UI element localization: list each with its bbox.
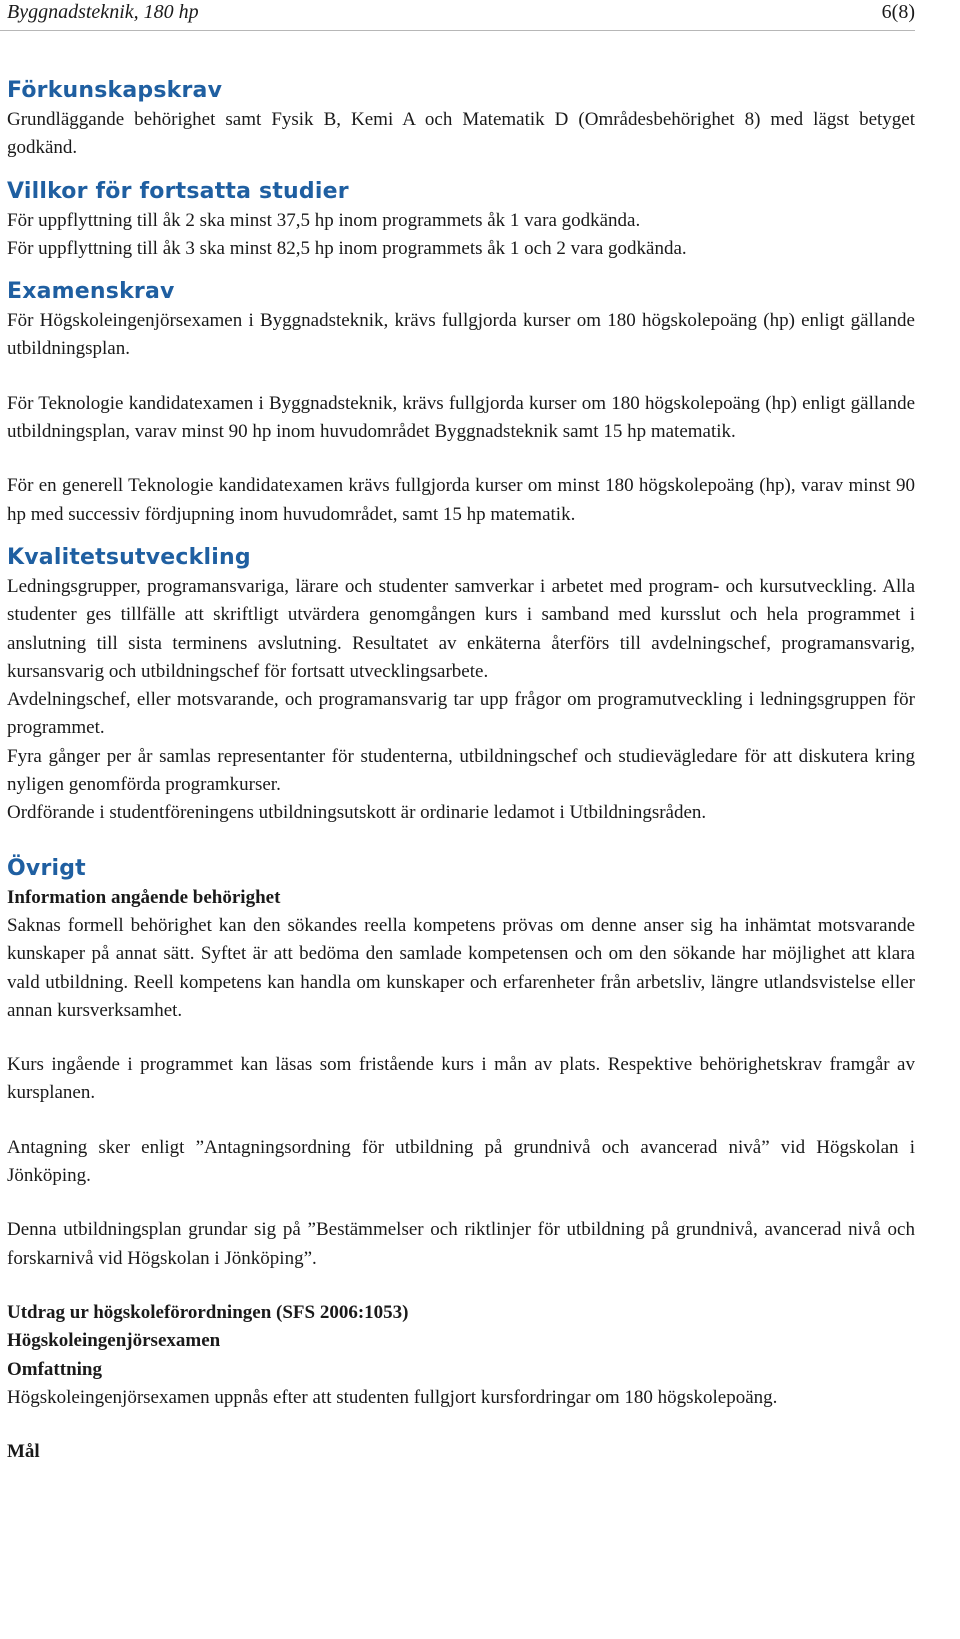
heading-examenskrav: Examenskrav xyxy=(7,279,175,305)
heading-ovrigt: Övrigt xyxy=(7,855,86,881)
ovrigt-paragraph-2: Kurs ingående i programmet kan läsas som fristående kurs i mån av plats. Respektive behörighetskrav framgår av kursplanen. xyxy=(7,1054,915,1104)
heading-forkunskapskrav: Förkunskapskrav xyxy=(7,78,223,103)
heading-villkor: Villkor för fortsatta studier xyxy=(7,178,349,204)
utdrag-title: Utdrag ur högskoleförordningen (SFS 2006:1053) xyxy=(7,1301,409,1323)
ovrigt-paragraph-3: Antagning sker enligt ”Antagningsordning för utbildning på grundnivå och avancerad nivå” vid Högskolan i Jönköping. xyxy=(7,1136,915,1187)
villkor-line-1: För uppflyttning till åk 2 ska minst 37,5 hp inom programmets åk 1 vara godkända. xyxy=(7,209,641,231)
kvalitet-paragraph-4: Ordförande i studentföreningens utbildningsutskott är ordinarie ledamot i Utbildningsråden. xyxy=(7,802,707,824)
utdrag-examen: Högskoleingenjörsexamen xyxy=(7,1330,221,1352)
ovrigt-subheading: Information angående behörighet xyxy=(7,886,281,908)
utdrag-text: Högskoleingenjörsexamen uppnås efter att studenten fullgjort kursfordringar om 180 högskolepoäng. xyxy=(7,1386,778,1408)
villkor-line-2: För uppflyttning till åk 3 ska minst 82,5 hp inom programmets åk 1 och 2 vara godkända. xyxy=(7,237,687,259)
forkunskapskrav-text: Grundläggande behörighet samt Fysik B, Kemi A och Matematik D (Områdesbehörighet 8) med lägst betyget godkänd. xyxy=(7,109,915,159)
document-title: Byggnadsteknik, 180 hp xyxy=(7,1,199,23)
document-body xyxy=(7,76,915,1466)
ovrigt-paragraph-4: Denna utbildningsplan grundar sig på ”Bestämmelser och riktlinjer för utbildning på grundnivå, avancerad nivå och forskarnivå vid Högskolan i Jönköping”. xyxy=(7,1219,915,1269)
kvalitet-paragraph-2: Avdelningschef, eller motsvarande, och programansvarig tar upp frågor om programutveckling i ledningsgruppen för programmet. xyxy=(7,689,915,739)
heading-kvalitetsutveckling: Kvalitetsutveckling xyxy=(7,544,251,570)
header-rule xyxy=(0,30,915,31)
ovrigt-paragraph-1: Saknas formell behörighet kan den sökandes reella kompetens prövas om denne anser sig ha inhämtat motsvarande kunskaper på annat sätt. Syftet är att bedöma den samlade kompetensen och om den sökande har möjlighet att klara vald utbildning. Reell kompetens kan handla om kunskaper och erfarenheter från arbetsliv, längre utlandsvistelse eller annan kursverksamhet. xyxy=(7,914,915,1021)
utdrag-omfattning: Omfattning xyxy=(7,1358,102,1380)
kvalitet-paragraph-1: Ledningsgrupper, programansvariga, lärare och studenter samverkar i arbetet med program- och kursutveckling. Alla studenter ges tillfälle att skriftligt utvärdera genomgången kurs i samband med kursslut och hela programmet i anslutning till sista terminens avslutning. Resultatet av enkäterna återförs till avdelningschef, programansvarig, kursansvarig och utbildningschef för fortsatt utvecklingsarbete. xyxy=(7,575,915,682)
examenskrav-paragraph-1: För Högskoleingenjörsexamen i Byggnadsteknik, krävs fullgjorda kurser om 180 högskolepoäng (hp) enligt gällande utbildningsplan. xyxy=(7,310,915,360)
examenskrav-paragraph-2: För Teknologie kandidatexamen i Byggnadsteknik, krävs fullgjorda kurser om 180 högskolepoäng (hp) enligt gällande utbildningsplan, varav minst 90 hp inom huvudområdet Byggnadsteknik samt 15 hp matematik. xyxy=(7,392,915,443)
kvalitet-paragraph-3: Fyra gånger per år samlas representanter för studenterna, utbildningschef och studievägledare för att diskutera kring nyligen genomförda programkurser. xyxy=(7,745,915,796)
page-number: 6(8) xyxy=(881,1,915,23)
examenskrav-paragraph-3: För en generell Teknologie kandidatexamen krävs fullgjorda kurser om minst 180 högskolepoäng (hp), varav minst 90 hp med successiv fördjupning inom huvudområdet, samt 15 hp matematik. xyxy=(7,475,915,525)
running-header xyxy=(7,0,915,24)
utdrag-mal: Mål xyxy=(7,1441,40,1463)
